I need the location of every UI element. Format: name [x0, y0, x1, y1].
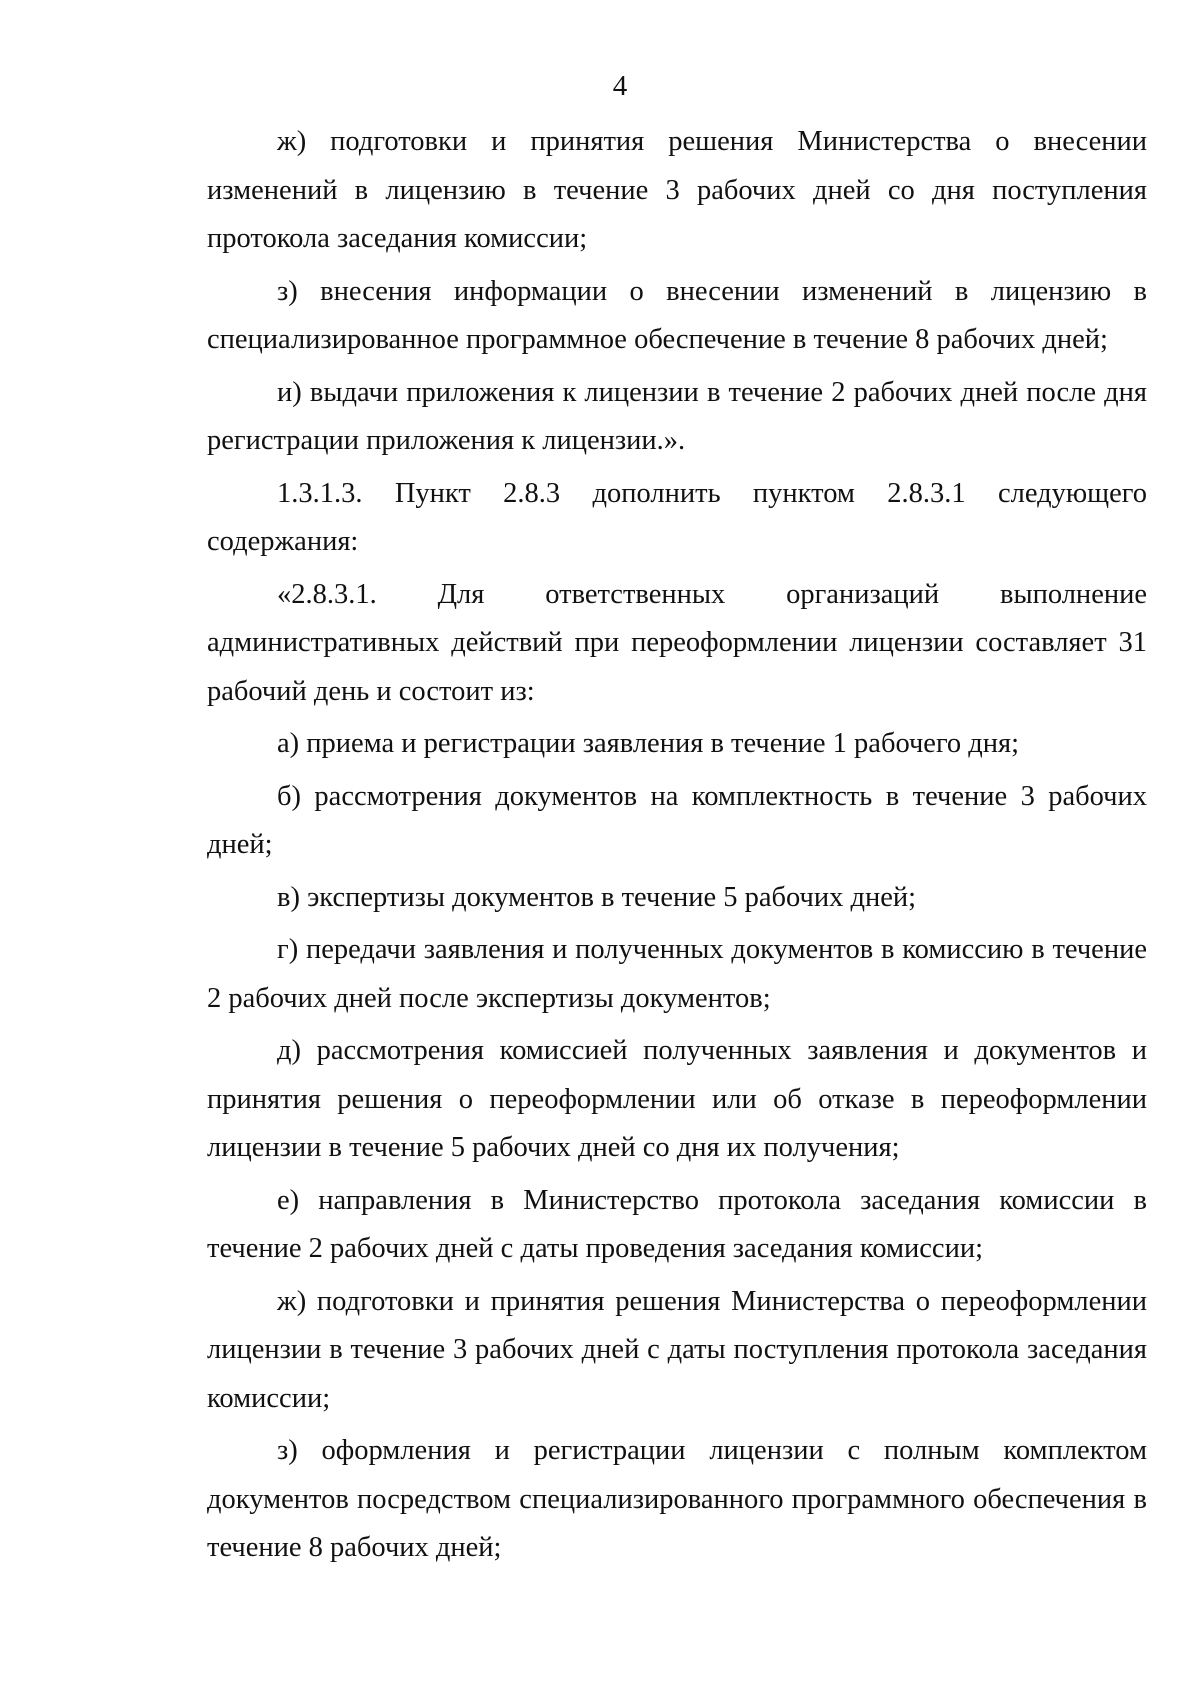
paragraph-g-transfer-to-commission: г) передачи заявления и полученных документов в комиссию в течение 2 рабочих дней после экспертизы документов;	[207, 934, 1147, 1014]
paragraph-d-commission-review: д) рассмотрения комиссией полученных заявления и документов и принятия решения о переоформлении или об отказе в переоформлении лицензии в течение 5 рабочих дней со дня их получения;	[207, 1035, 1147, 1163]
page-number: 4	[612, 70, 628, 102]
paragraph-z-license-registration: з) оформления и регистрации лицензии с полным комплектом документов посредством специализированного программного обеспечения в течение 8 рабочих дней;	[207, 1435, 1147, 1563]
paragraph-i-appendix-issue: и) выдачи приложения к лицензии в течение 2 рабочих дней после дня регистрации приложения к лицензии.».	[207, 376, 1147, 456]
paragraph-z-software-entry: з) внесения информации о внесении изменений в лицензию в специализированное программное обеспечение в течение 8 рабочих дней;	[207, 275, 1147, 355]
paragraph-2-8-3-1: «2.8.3.1. Для ответственных организаций выполнение административных действий при переоформлении лицензии составляет 31 рабочий день и состоит из:	[207, 578, 1147, 707]
document-body	[207, 118, 1147, 1577]
paragraph-zh-amendment-decision: ж) подготовки и принятия решения Министерства о внесении изменений в лицензию в течение 3 рабочих дней со дня поступления протокола заседания комиссии;	[207, 126, 1147, 254]
paragraph-zh-reissue-decision: ж) подготовки и принятия решения Министерства о переоформлении лицензии в течение 3 рабочих дней с даты поступления протокола заседания комиссии;	[207, 1285, 1147, 1414]
paragraph-e-protocol-submission: е) направления в Министерство протокола заседания комиссии в течение 2 рабочих дней с даты проведения заседания комиссии;	[207, 1184, 1147, 1264]
paragraph-v-expertise: в) экспертизы документов в течение 5 рабочих дней;	[277, 881, 917, 913]
paragraph-1-3-1-3: 1.3.1.3. Пункт 2.8.3 дополнить пунктом 2.8.3.1 следующего содержания:	[207, 477, 1147, 557]
paragraph-b-completeness-review: б) рассмотрения документов на комплектность в течение 3 рабочих дней;	[207, 780, 1147, 860]
paragraph-a-application-registration: а) приема и регистрации заявления в течение 1 рабочего дня;	[277, 728, 1020, 759]
